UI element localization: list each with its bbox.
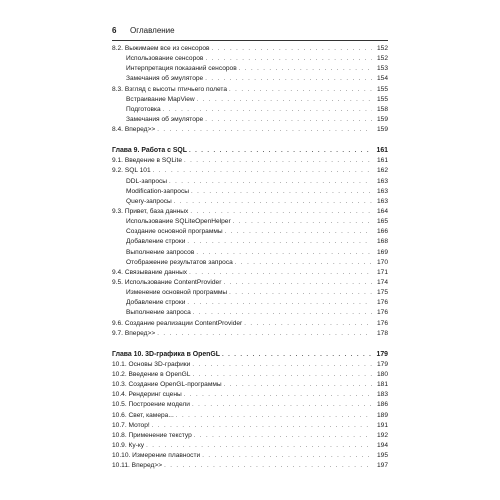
- dot-leader: [163, 105, 372, 115]
- toc-entry-page: 171: [376, 268, 388, 276]
- dot-leader: [187, 298, 372, 308]
- toc-entry: [112, 298, 388, 308]
- dot-leader: [223, 278, 372, 288]
- table-of-contents: [112, 44, 388, 471]
- toc-entry-label: 8.4. Вперед>>: [112, 126, 156, 134]
- toc-section-chapter10: [112, 360, 388, 472]
- dot-leader: [224, 380, 372, 390]
- toc-entry: [112, 115, 388, 125]
- toc-entry-label: Создание основной программы: [126, 228, 223, 236]
- toc-section-chapter8-end: [112, 44, 388, 135]
- toc-entry-label: 10.5. Построение модели: [112, 401, 190, 409]
- dot-leader: [205, 74, 372, 84]
- toc-section-chapter9: [112, 156, 388, 339]
- toc-entry-page: 175: [376, 289, 388, 297]
- dot-leader: [176, 411, 372, 421]
- dot-leader: [184, 156, 372, 166]
- toc-entry: [112, 370, 388, 380]
- dot-leader: [202, 451, 372, 461]
- chapter-title: Глава 9. Работа с SQL: [112, 147, 187, 155]
- toc-entry-label: Интерпретация показаний сенсоров: [126, 65, 237, 73]
- toc-entry-page: 166: [376, 228, 388, 236]
- toc-entry: [112, 166, 388, 176]
- dot-leader: [192, 400, 372, 410]
- toc-entry-label: Использование сенсоров: [126, 55, 204, 63]
- toc-entry-page: 170: [376, 258, 388, 266]
- chapter-heading: [112, 349, 388, 360]
- dot-leader: [229, 288, 372, 298]
- toc-entry-page: 165: [376, 218, 388, 226]
- toc-entry: [112, 187, 388, 197]
- toc-entry-page: 164: [376, 207, 388, 215]
- chapter-heading: [112, 145, 388, 156]
- toc-entry-label: 9.6. Создание реализации ContentProvider: [112, 319, 243, 327]
- toc-entry-label: 9.1. Введение в SQLite: [112, 157, 183, 165]
- dot-leader: [184, 390, 372, 400]
- toc-entry-page: 179: [376, 360, 388, 368]
- toc-entry: [112, 329, 388, 339]
- toc-entry: [112, 85, 388, 95]
- toc-entry-label: 8.3. Взгляд с высоты птичьего полета: [112, 85, 228, 93]
- toc-entry: [112, 278, 388, 288]
- toc-entry-label: 10.1. Основы 3D-графики: [112, 360, 191, 368]
- toc-entry-label: 9.7. Вперед>>: [112, 329, 156, 337]
- toc-entry-page: 183: [376, 391, 388, 399]
- toc-entry: [112, 248, 388, 258]
- toc-entry: [112, 197, 388, 207]
- toc-entry: [112, 431, 388, 441]
- toc-entry: [112, 64, 388, 74]
- dot-leader: [225, 227, 372, 237]
- dot-leader: [192, 370, 372, 380]
- toc-entry: [112, 268, 388, 278]
- toc-entry-page: 191: [376, 421, 388, 429]
- toc-entry: [112, 74, 388, 84]
- toc-entry: [112, 390, 388, 400]
- toc-entry-label: 10.11. Вперед>>: [112, 462, 163, 470]
- running-title: Оглавление: [130, 26, 175, 35]
- toc-entry: [112, 400, 388, 410]
- toc-entry: [112, 156, 388, 166]
- chapter-title: Глава 10. 3D-графика в OpenGL: [112, 350, 220, 358]
- toc-entry-label: 10.6. Свет, камера...: [112, 411, 174, 419]
- dot-leader: [174, 197, 372, 207]
- dot-leader: [187, 237, 372, 247]
- toc-entry: [112, 288, 388, 298]
- dot-leader: [212, 44, 372, 54]
- toc-entry: [112, 125, 388, 135]
- toc-entry: [112, 360, 388, 370]
- toc-entry-label: Выполнение запросов: [126, 248, 195, 256]
- toc-entry-page: 186: [376, 401, 388, 409]
- toc-entry-page: 159: [376, 115, 388, 123]
- toc-entry: [112, 441, 388, 451]
- chapter-page: 161: [376, 147, 388, 155]
- dot-leader: [189, 268, 372, 278]
- toc-entry-label: Замечания об эмуляторе: [126, 115, 204, 123]
- toc-entry-page: 192: [376, 431, 388, 439]
- toc-entry: [112, 217, 388, 227]
- toc-entry: [112, 319, 388, 329]
- toc-entry-label: Встраивание MapView: [126, 95, 195, 103]
- dot-leader: [205, 54, 372, 64]
- toc-entry-label: 10.3. Создание OpenGL-программы: [112, 381, 222, 389]
- toc-entry: [112, 380, 388, 390]
- dot-leader: [146, 441, 372, 451]
- toc-entry-page: 163: [376, 187, 388, 195]
- toc-entry-label: Выполнение запроса: [126, 309, 191, 317]
- toc-entry-page: 168: [376, 238, 388, 246]
- toc-entry-page: 169: [376, 248, 388, 256]
- dot-leader: [192, 360, 372, 370]
- toc-entry: [112, 227, 388, 237]
- toc-entry-label: 10.2. Введение в OpenGL: [112, 370, 191, 378]
- toc-entry: [112, 237, 388, 247]
- toc-entry-page: 194: [376, 441, 388, 449]
- toc-entry-label: 9.3. Привет, база данных: [112, 207, 189, 215]
- toc-entry: [112, 95, 388, 105]
- toc-entry: [112, 207, 388, 217]
- dot-leader: [190, 207, 372, 217]
- dot-leader: [191, 187, 372, 197]
- dot-leader: [169, 177, 372, 187]
- page-number: 6: [112, 26, 117, 35]
- toc-entry: [112, 411, 388, 421]
- toc-entry-page: 174: [376, 278, 388, 286]
- toc-entry: [112, 461, 388, 471]
- toc-entry-label: Замечания об эмуляторе: [126, 75, 204, 83]
- toc-entry-page: 180: [376, 370, 388, 378]
- dot-leader: [239, 64, 372, 74]
- toc-entry: [112, 258, 388, 268]
- toc-entry-page: 155: [376, 95, 388, 103]
- dot-leader: [196, 248, 372, 258]
- toc-entry-label: 10.8. Применение текстур: [112, 431, 192, 439]
- dot-leader: [193, 308, 372, 318]
- dot-leader: [152, 421, 372, 431]
- toc-entry-page: 159: [376, 126, 388, 134]
- toc-entry-label: 10.7. Мотор!: [112, 421, 150, 429]
- dot-leader: [194, 431, 372, 441]
- section-gap: [112, 339, 388, 349]
- dot-leader: [164, 461, 372, 471]
- toc-entry: [112, 105, 388, 115]
- toc-entry-label: DDL-запросы: [126, 177, 168, 185]
- toc-entry: [112, 451, 388, 461]
- chapter-page: 179: [376, 350, 388, 358]
- dot-leader: [244, 319, 372, 329]
- toc-entry-page: 176: [376, 309, 388, 317]
- toc-entry-label: Добавление строки: [126, 238, 186, 246]
- toc-entry-label: 9.4. Связывание данных: [112, 268, 188, 276]
- section-gap: [112, 135, 388, 145]
- dot-leader: [229, 85, 372, 95]
- toc-entry: [112, 421, 388, 431]
- toc-entry-label: 10.10. Измерение плавности: [112, 452, 201, 460]
- toc-entry-page: 163: [376, 177, 388, 185]
- dot-leader: [197, 95, 372, 105]
- header-rule: [112, 40, 388, 41]
- toc-entry-page: 155: [376, 85, 388, 93]
- toc-entry-page: 176: [376, 319, 388, 327]
- toc-entry-label: 9.2. SQL 101: [112, 167, 151, 175]
- toc-entry-label: 10.4. Рендеринг сцены: [112, 391, 182, 399]
- toc-entry-label: Использование SQLiteOpenHelper: [126, 218, 231, 226]
- toc-entry-label: Отображение результатов запроса: [126, 258, 233, 266]
- toc-entry-page: 158: [376, 105, 388, 113]
- toc-entry-page: 154: [376, 75, 388, 83]
- toc-entry-label: Modification-запросы: [126, 187, 190, 195]
- toc-entry-label: 9.5. Использование ContentProvider: [112, 278, 222, 286]
- dot-leader: [235, 258, 372, 268]
- toc-entry-page: 153: [376, 65, 388, 73]
- toc-entry: [112, 177, 388, 187]
- toc-entry-label: Query-запросы: [126, 197, 172, 205]
- toc-entry-page: 181: [376, 381, 388, 389]
- dot-leader: [233, 217, 372, 227]
- toc-entry-page: 163: [376, 197, 388, 205]
- toc-entry-page: 197: [376, 462, 388, 470]
- toc-entry-page: 178: [376, 329, 388, 337]
- toc-entry-label: 10.9. Ку-ку: [112, 441, 145, 449]
- toc-entry-page: 152: [376, 45, 388, 52]
- toc-entry-page: 152: [376, 55, 388, 63]
- toc-entry: [112, 54, 388, 64]
- toc-entry-page: 176: [376, 299, 388, 307]
- page-header: [112, 26, 388, 40]
- toc-entry-label: Подготовка: [126, 105, 161, 113]
- toc-entry-label: 8.2. Выжимаем все из сенсоров: [112, 45, 210, 52]
- toc-entry-label: Добавление строки: [126, 299, 186, 307]
- dot-leader: [157, 329, 372, 339]
- toc-entry: [112, 308, 388, 318]
- toc-entry: [112, 44, 388, 54]
- toc-entry-label: Изменение основной программы: [126, 289, 228, 297]
- toc-entry-page: 189: [376, 411, 388, 419]
- toc-entry-page: 195: [376, 452, 388, 460]
- dot-leader: [153, 166, 372, 176]
- dot-leader: [157, 125, 372, 135]
- toc-entry-page: 162: [376, 167, 388, 175]
- toc-entry-page: 161: [376, 157, 388, 165]
- dot-leader: [205, 115, 372, 125]
